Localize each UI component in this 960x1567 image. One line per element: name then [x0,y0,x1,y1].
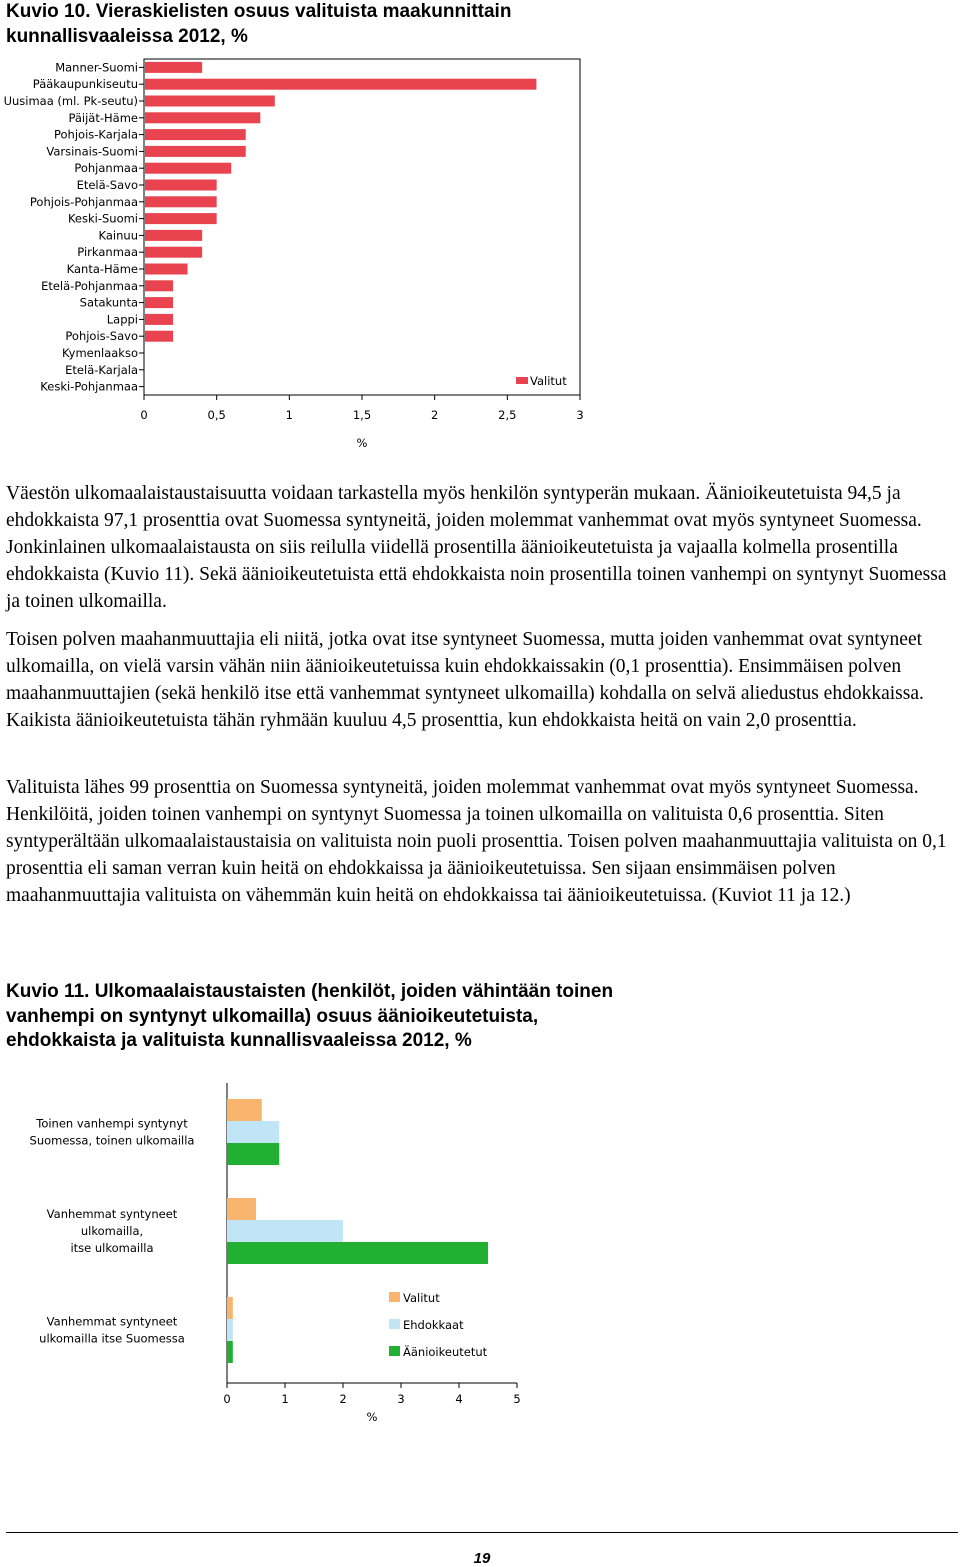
category-label: Varsinais-Suomi [46,144,138,159]
legend-swatch [389,1292,400,1302]
legend-label: Valitut [530,374,567,388]
bar [145,297,173,308]
bar [227,1297,233,1319]
x-axis-label: % [356,436,368,450]
bar [227,1220,343,1242]
category-label: ulkomailla itse Suomessa [39,1331,185,1346]
category-label: Pirkanmaa [77,245,138,260]
legend-label: Valitut [403,1291,440,1305]
x-tick-label: 2,5 [498,408,517,422]
plot-frame [144,59,580,395]
figure11-chart [0,1075,600,1425]
bar [145,180,217,191]
category-label: Pohjois-Savo [65,329,138,344]
page-number: 19 [473,1550,491,1567]
category-label: Keski-Pohjanmaa [40,379,138,394]
category-label: Uusimaa (ml. Pk-seutu) [3,94,138,108]
category-label: Pohjanmaa [74,161,138,176]
category-label: itse ulkomailla [70,1241,154,1255]
bar [145,96,275,107]
category-label: Toinen vanhempi syntynyt [36,1116,188,1131]
x-axis-label: % [366,1410,378,1424]
bar [145,213,217,224]
figure11-caption-line1: Kuvio 11. Ulkomaalaistaustaisten (henkilöt, joiden vähintään toinen [6,981,614,1002]
bar [227,1121,279,1143]
figure10-caption [6,0,511,49]
category-label: Etelä-Karjala [65,362,138,377]
category-label: Manner-Suomi [55,60,138,75]
category-label: Vanhemmat syntyneet [46,1314,178,1329]
category-label: Suomessa, toinen ulkomailla [29,1133,195,1148]
bar [227,1242,488,1264]
category-label: Etelä-Savo [76,178,138,192]
paragraph-1: Väestön ulkomaalaistaustaisuutta voidaan tarkastella myös henkilön syntyperän mukaan. Äänioikeutetuista 94,5 ja ehdokkaista 97,1 prosenttia ovat Suomessa syntyneitä, joiden molemmat vanhemmat ovat myös syntyneet Suomessa. Jonkinlainen ulkomaalaistausta on siis reilulla viidellä prosentilla äänioikeutetuista ja vajaalla kolmella prosentilla ehdokkaista (Kuvio 11). Sekä äänioikeutetuista että ehdokkaista noin prosentilla toinen vanhempi on syntynyt Suomessa ja toinen ulkomailla. [6,483,947,612]
legend-label: Ehdokkaat [403,1318,464,1332]
category-label: Kymenlaakso [61,346,138,360]
x-tick-label: 3 [397,1392,405,1406]
figure11-caption-line2: vanhempi on syntynyt ulkomailla) osuus äänioikeutetuista, [6,1005,539,1027]
bar [145,79,536,90]
figure10-caption-line1: Kuvio 10. Vieraskielisten osuus valituista maakunnittain [6,1,512,22]
bar [145,247,202,258]
bar [145,163,231,174]
figure10-chart [0,55,600,450]
bar [145,62,202,73]
figure11-caption-line3: ehdokkaista ja valituista kunnallisvaaleissa 2012, % [6,1030,472,1051]
category-label: Päijät-Häme [68,110,138,125]
x-tick-label: 5 [513,1392,521,1406]
x-tick-label: 1 [285,408,293,422]
footer-rule [6,1532,958,1533]
x-tick-label: 3 [576,408,584,422]
paragraph-3: Valituista lähes 99 prosenttia on Suomessa syntyneitä, joiden molemmat vanhemmat ovat myös syntyneet Suomessa. Henkilöitä, joiden toinen vanhempi on syntynyt Suomessa ja toinen ulkomailla on valituista 0,6 prosenttia. Siten syntyperältään ulkomaalaistaustaisia on valituista noin puoli prosenttia. Toisen polven maahanmuuttajia valituista on 0,1 prosenttia eli saman verran kuin heitä on ehdokkaissa ja äänioikeutetuissa. Sen sijaan ensimmäisen polven maahanmuuttajia valituista on vähemmän kuin heitä on ehdokkaissa tai äänioikeutetuissa. (Kuviot 11 ja 12.) [6,777,947,906]
category-label: Satakunta [79,295,138,310]
category-label: Pääkaupunkiseutu [32,77,138,92]
bar [145,129,246,140]
category-label: Kanta-Häme [66,262,138,276]
x-tick-label: 0,5 [207,408,226,422]
bar [145,112,260,123]
category-label: Pohjois-Karjala [53,127,138,142]
category-label: ulkomailla, [80,1224,144,1238]
bar [227,1319,233,1341]
figure11-caption [6,980,613,1054]
bar [145,146,246,157]
legend-swatch [389,1346,400,1356]
legend-label: Äänioikeutetut [403,1345,488,1359]
bar [227,1143,279,1165]
category-label: Kainuu [98,228,138,243]
x-tick-label: 2 [431,408,439,422]
x-tick-label: 0 [223,1392,231,1406]
bar [227,1198,256,1220]
figure10-caption-line2: kunnallisvaaleissa 2012, % [6,25,248,47]
category-label: Pohjois-Pohjanmaa [29,194,138,209]
category-label: Lappi [106,312,138,327]
bar [145,331,173,342]
category-label: Keski-Suomi [67,211,138,226]
x-tick-label: 1,5 [352,408,372,422]
bar [145,280,173,291]
bar [145,314,173,325]
legend-swatch [516,377,528,384]
bar [145,230,202,241]
bar [145,196,217,207]
paragraph-2: Toisen polven maahanmuuttajia eli niitä, jotka ovat itse syntyneet Suomessa, mutta joiden vanhemmat ovat syntyneet ulkomailla, on vielä varsin vähän niin äänioikeutetuissa kuin ehdokkaissakin (0,1 prosenttia). Ensimmäisen polven maahanmuuttajien (sekä henkilö itse että vanhemmat syntyneet ulkomailla) kohdalla on selvä aliedustus ehdokkaissa. Kaikista äänioikeutetuista tähän ryhmään kuuluu 4,5 prosenttia, kun ehdokkaista heitä on vain 2,0 prosenttia. [6,629,924,731]
bar [145,264,188,275]
legend-swatch [389,1319,400,1329]
category-label: Vanhemmat syntyneet [46,1207,178,1221]
category-label: Etelä-Pohjanmaa [41,278,138,293]
x-tick-label: 0 [140,408,148,422]
bar [227,1341,233,1363]
x-tick-label: 4 [455,1392,463,1406]
x-tick-label: 2 [339,1392,347,1406]
x-tick-label: 1 [281,1392,289,1406]
bar [227,1099,262,1121]
